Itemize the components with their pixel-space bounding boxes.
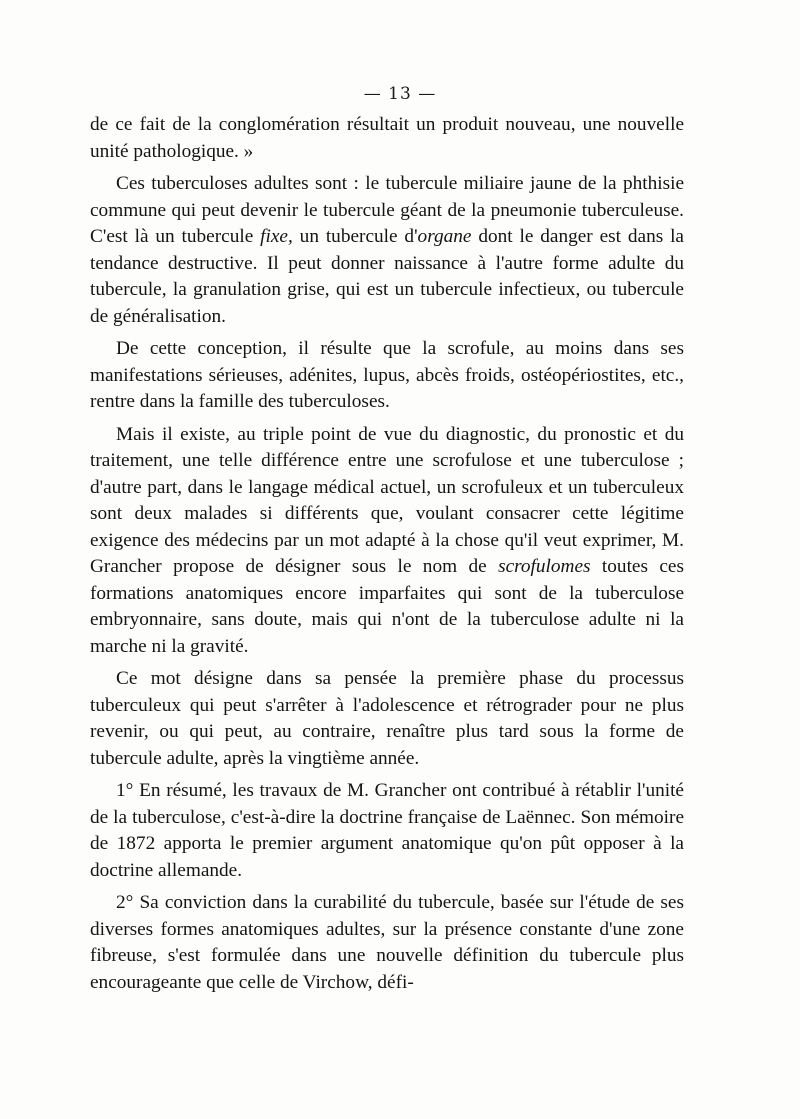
paragraph-4 (90, 422, 684, 661)
paragraph-5-text: Ce mot désigne dans sa pensée la première phase du processus tuberculeux qui peut s'arrêter à l'adolescence et rétrograder pour ne plus revenir, ou qui peut, au contraire, renaître plus tard sous la forme de tubercule adulte, après la vingtième année. (90, 668, 684, 769)
paragraph-1-text: de ce fait de la conglomération résultait un produit nouveau, une nouvelle unité pathologique. » (90, 114, 684, 162)
italic-term-scrofulomes: scrofulomes (498, 556, 591, 577)
italic-term-fixe: fixe, (260, 226, 293, 247)
paragraph-1 (90, 112, 684, 165)
paragraph-2-part-1: Ces tuberculoses adultes sont : le tubercule miliaire jaune de la phthisie commune qui peut devenir le tubercule géant de la pneumonie tuberculeuse. C'est là un tubercule (90, 173, 684, 247)
paragraph-2-part-2: un tubercule d' (292, 226, 418, 247)
italic-term-organe: organe (417, 226, 472, 247)
paragraph-4-part-2: toutes ces formations anatomiques encore imparfaites qui sont de la tuberculose embryonnaire, sans doute, mais qui n'ont de la tuberculose adulte ni la marche ni la gravité. (90, 556, 684, 657)
paragraph-3 (90, 336, 684, 416)
paragraph-7 (90, 890, 684, 996)
paragraph-6-text: 1° En résumé, les travaux de M. Grancher ont contribué à rétablir l'unité de la tuberculose, c'est-à-dire la doctrine française de Laënnec. Son mémoire de 1872 apporta le premier argument anatomique qu'on pût opposer à la doctrine allemande. (90, 780, 684, 881)
paragraph-7-text: 2° Sa conviction dans la curabilité du tubercule, basée sur l'étude de ses diverses formes anatomiques adultes, sur la présence constante d'une zone fibreuse, s'est formulée dans une nouvelle définition du tubercule plus encourageante que celle de Virchow, défi- (90, 892, 684, 993)
page-number: — 13 — (363, 84, 437, 104)
body-text (90, 112, 684, 1002)
paragraph-2-part-3: dont le danger est dans la tendance destructive. Il peut donner naissance à l'autre forme adulte du tubercule, la granulation grise, qui est un tubercule infectieux, ou tubercule de généralisation. (90, 226, 684, 327)
paragraph-3-text: De cette conception, il résulte que la scrofule, au moins dans ses manifestations sérieuses, adénites, lupus, abcès froids, ostéopériostites, etc., rentre dans la famille des tuberculoses. (90, 338, 684, 412)
paragraph-6 (90, 778, 684, 884)
paragraph-4-part-1: Mais il existe, au triple point de vue du diagnostic, du pronostic et du traitement, une telle différence entre une scrofulose et une tuberculose ; d'autre part, dans le langage médical actuel, un scrofuleux et un tuberculeux sont deux malades si différents que, voulant consacrer cette légitime exigence des médecins par un mot adapté à la chose qu'il veut exprimer, M. Grancher propose de désigner sous le nom de (90, 423, 684, 577)
paragraph-2 (90, 171, 684, 330)
paragraph-5 (90, 666, 684, 772)
